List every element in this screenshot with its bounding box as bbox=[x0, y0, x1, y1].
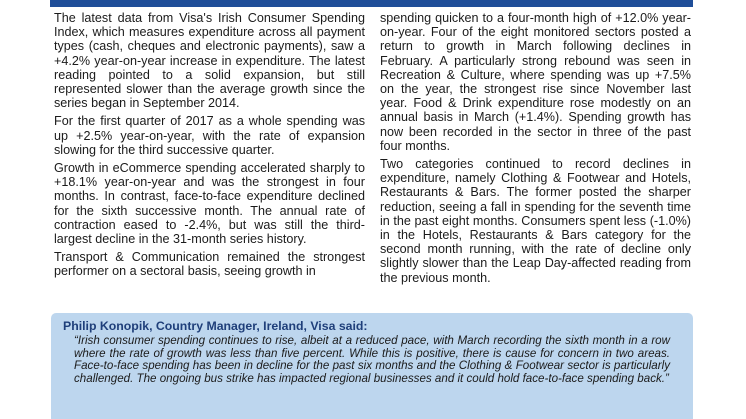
header-accent-bar bbox=[50, 0, 693, 7]
paragraph-quarterly-summary: For the first quarter of 2017 as a whole spending was up +2.5% year-on-year, with the rate of expansion slowing for the third successive quarter. bbox=[54, 114, 365, 157]
quote-box bbox=[51, 313, 693, 419]
right-column bbox=[380, 11, 691, 289]
left-column bbox=[54, 11, 365, 283]
article-body bbox=[54, 11, 692, 309]
paragraph-transport-sector: Transport & Communication remained the strongest performer on a sectoral basis, seeing growth in bbox=[54, 250, 365, 279]
paragraph-sector-growth: spending quicken to a four-month high of +12.0% year-on-year. Four of the eight monitored sectors posted a return to growth in March following declines in February. A particularly strong rebound was seen in Recreation & Culture, where spending was up +7.5% on the year, the strongest rise since November last year. Food & Drink expenditure rose modestly on an annual basis in March (+1.4%). Spending growth has now been recorded in the sector in three of the past four months. bbox=[380, 11, 691, 153]
quote-text: “Irish consumer spending continues to rise, albeit at a reduced pace, with March recording the sixth month in a row where the rate of growth was less than five percent. While this is positive, there is cause for concern in two areas. Face-to-face spending has been in decline for the past six months and the Clothing & Footwear sector is particularly challenged. The ongoing bus strike has impacted regional businesses and it could hold face-to-face spending back.” bbox=[74, 334, 670, 385]
quote-speaker: Philip Konopik, Country Manager, Ireland, Visa said: bbox=[63, 319, 368, 333]
paragraph-sector-declines: Two categories continued to record declines in expenditure, namely Clothing & Footwear and Hotels, Restaurants & Bars. The former posted the sharper reduction, seeing a fall in spending for the seventh time in the past eight months. Consumers spent less (-1.0%) in the Hotels, Restaurants & Bars category for the second month running, with the rate of decline only slightly slower than the Leap Day-affected reading from the previous month. bbox=[380, 157, 691, 285]
paragraph-index-overview: The latest data from Visa's Irish Consumer Spending Index, which measures expenditure across all payment types (cash, cheques and electronic payments), saw a +4.2% year-on-year increase in expenditure. The latest reading pointed to a solid expansion, but still represented slower than the average growth since the series began in September 2014. bbox=[54, 11, 365, 111]
paragraph-ecommerce-growth: Growth in eCommerce spending accelerated sharply to +18.1% year-on-year and was the strongest in four months. In contrast, face-to-face expenditure declined for the sixth successive month. The annual rate of contraction eased to -2.4%, but was still the third-largest decline in the 31-month series history. bbox=[54, 161, 365, 247]
